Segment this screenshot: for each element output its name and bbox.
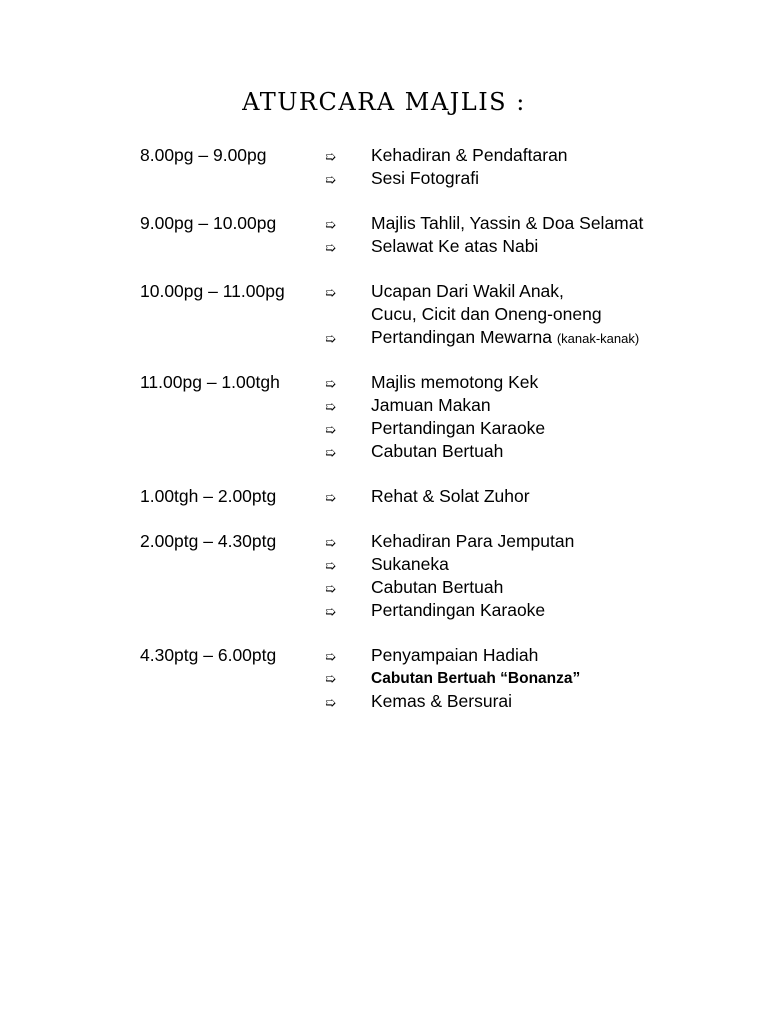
schedule-row [140, 394, 700, 417]
schedule-row [140, 326, 700, 349]
activity-text [371, 667, 580, 690]
schedule-row [140, 644, 700, 667]
activity-label: Cabutan Bertuah “Bonanza” [371, 670, 581, 687]
activity-label: Jamuan Makan [371, 395, 491, 415]
activity-label: Cucu, Cicit dan Oneng-oneng [371, 304, 602, 324]
activity-text [371, 167, 479, 190]
activity-text [371, 485, 530, 508]
activity-label: Pertandingan Karaoke [371, 418, 546, 438]
arrow-right-icon: ➯ [325, 604, 336, 619]
activity-text [371, 326, 639, 350]
schedule-block [140, 644, 700, 713]
arrow-right-icon: ➯ [325, 558, 336, 573]
activity-label: Cabutan Bertuah [371, 577, 504, 597]
time-slot: 11.00pg – 1.00tgh [140, 372, 280, 392]
schedule-block [140, 144, 700, 190]
activity-label: Majlis memotong Kek [371, 372, 539, 392]
arrow-right-icon: ➯ [325, 376, 336, 391]
arrow-right-icon: ➯ [325, 490, 336, 505]
schedule-row [140, 144, 700, 167]
schedule-row [140, 553, 700, 576]
arrow-right-icon: ➯ [325, 649, 336, 664]
arrow-right-icon: ➯ [325, 172, 336, 187]
activity-text [371, 530, 574, 553]
activity-label: Pertandingan Mewarna [371, 327, 552, 347]
activity-text [371, 553, 449, 576]
schedule-block [140, 280, 700, 349]
schedule-row [140, 417, 700, 440]
activity-note: (kanak-kanak) [556, 331, 640, 346]
arrow-right-icon: ➯ [325, 671, 336, 686]
arrow-right-icon: ➯ [325, 399, 336, 414]
schedule-block [140, 485, 700, 508]
time-slot: 9.00pg – 10.00pg [140, 213, 277, 233]
schedule-row [140, 235, 700, 258]
arrow-right-icon: ➯ [325, 445, 336, 460]
activity-label: Sukaneka [371, 554, 449, 574]
schedule-row [140, 167, 700, 190]
activity-text [371, 235, 538, 258]
schedule-row [140, 303, 700, 326]
activity-label: Pertandingan Karaoke [371, 600, 546, 620]
schedule-row [140, 599, 700, 622]
schedule-row [140, 371, 700, 394]
arrow-right-icon: ➯ [325, 695, 336, 710]
arrow-right-icon: ➯ [325, 581, 336, 596]
activity-text [371, 371, 538, 394]
schedule-row [140, 485, 700, 508]
activity-text [371, 144, 568, 167]
activity-label: Majlis Tahlil, Yassin & Doa Selamat [371, 213, 644, 233]
arrow-right-icon: ➯ [325, 535, 336, 550]
arrow-right-icon: ➯ [325, 149, 336, 164]
schedule-row [140, 690, 700, 713]
schedule-block [140, 212, 700, 258]
activity-text [371, 599, 545, 622]
activity-label: Penyampaian Hadiah [371, 645, 539, 665]
activity-label: Rehat & Solat Zuhor [371, 486, 530, 506]
schedule-block [140, 371, 700, 463]
arrow-right-icon: ➯ [325, 331, 336, 346]
time-slot: 1.00tgh – 2.00ptg [140, 486, 277, 506]
activity-text [371, 394, 491, 417]
arrow-right-icon: ➯ [325, 285, 336, 300]
schedule-block [140, 530, 700, 622]
activity-text [371, 303, 602, 326]
schedule-row [140, 280, 700, 303]
arrow-right-icon: ➯ [325, 422, 336, 437]
schedule-row [140, 667, 700, 690]
activity-label: Selawat Ke atas Nabi [371, 236, 539, 256]
activity-text [371, 417, 545, 440]
arrow-right-icon: ➯ [325, 217, 336, 232]
activity-label: Cabutan Bertuah [371, 441, 504, 461]
schedule-row [140, 212, 700, 235]
activity-label: Ucapan Dari Wakil Anak, [371, 281, 564, 301]
schedule-row [140, 530, 700, 553]
schedule-row [140, 576, 700, 599]
time-slot: 4.30ptg – 6.00ptg [140, 645, 277, 665]
time-slot: 8.00pg – 9.00pg [140, 145, 267, 165]
activity-label: Kemas & Bersurai [371, 691, 513, 711]
page-title: ATURCARA MAJLIS : [242, 88, 526, 116]
schedule-list [140, 144, 700, 735]
time-slot: 10.00pg – 11.00pg [140, 281, 285, 301]
schedule-row [140, 440, 700, 463]
activity-label: Sesi Fotografi [371, 168, 479, 188]
activity-text [371, 280, 564, 303]
arrow-right-icon: ➯ [325, 240, 336, 255]
activity-label: Kehadiran Para Jemputan [371, 531, 575, 551]
activity-text [371, 690, 512, 713]
activity-text [371, 644, 538, 667]
activity-text [371, 440, 503, 463]
activity-text [371, 576, 503, 599]
activity-label: Kehadiran & Pendaftaran [371, 145, 568, 165]
time-slot: 2.00ptg – 4.30ptg [140, 531, 277, 551]
activity-text [371, 212, 643, 235]
